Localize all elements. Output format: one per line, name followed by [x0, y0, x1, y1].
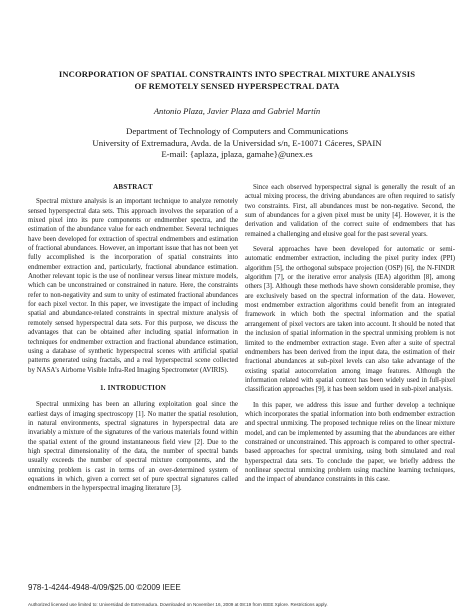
body-paragraph: Since each observed hyperspectral signal is generally the result of an actual mixing process, the driving abundances are often required to satisfy two constraints. First, all abundances must be non-negative. Second, the sum of abundances for a given pixel must be unity [4]. However, it is the derivation and validation of the correct suite of endmembers that has remained a challenging and elusive goal for the past several years.: [245, 184, 455, 238]
affiliation-address: University of Extremadura, Avda. de la Universidad s/n, E-10071 Cáceres, SPAIN: [92, 137, 382, 148]
affiliation-block: [20, 126, 454, 161]
affiliation-email: E-mail: {aplaza, jplaza, gamahe}@unex.es: [161, 149, 313, 159]
affiliation-department: Department of Technology of Computers and Communications: [125, 126, 349, 136]
body-paragraph: Several approaches have been developed for automatic or semi-automatic endmember extraction, including the pixel purity index (PPI) algorithm [5], the orthogonal subspace projection (OSP) [6], the N-FINDR algorithm [7], or the iterative error analysis (IEA) algorithm [8], among others [3]. Although these methods have shown considerable promise, they are exclusively based on the spectral information of the data. However, most endmember extraction algorithms could benefit from an integrated framework in which both the spectral information and the spatial arrangement of pixel vectors are taken into account. It should be noted that the inclusion of spatial information in the spectral unmixing problem is not limited to the endmember extraction stage. Even after a suite of spectral endmembers has been derived from the input data, the estimation of their fractional abundances at sub-pixel levels can also take advantage of the existing spatial autocorrelation among image features. Although the information related with spatial context has been widely used in full-pixel classification approaches [9], it has been seldom used in sub-pixel analysis.: [245, 246, 455, 394]
abstract-paragraph: Spectral mixture analysis is an important technique to analyze remotely sensed hyperspectral data sets. This approach involves the separation of a mixed pixel into its pure components or endmember spectra, and the estimation of the abundance value for each endmember. Several techniques have been developed for extraction of spectral endmembers and estimation of fractional abundances. However, an important issue that has not been yet fully accomplished is the incorporation of spatial constraints into endmember extraction and, particularly, fractional abundance estimation. Another relevant topic is the use of nonlinear versus linear mixture models, which can be unconstrained or constrained in nature. Here, the constraints refer to non-negativity and sum to unity of estimated fractional abundances for each pixel vector. In this paper, we investigate the impact of including spatial and abundance-related constraints in spectral mixture analysis of remotely sensed hyperspectral data sets. For this purpose, we discuss the advantages that can be obtained after including spatial information in techniques for endmember extraction and fractional abundance estimation, using a database of synthetic hyperspectral scenes with artificial spatial patterns generated using fractals, and a real hyperspectral scene collected by NASA's Airborne Visible Infra-Red Imaging Spectrometer (AVIRIS).: [28, 198, 238, 374]
title-line-2: OF REMOTELY SENSED HYPERSPECTRAL DATA: [134, 81, 340, 91]
body-paragraph: In this paper, we address this issue and further develop a technique which incorporates the spatial information into both endmember extraction and spectral unmixing. The proposed technique relies on the linear mixture model, and can be implemented by assuming that the abundances are either constrained or unconstrained. This approach is compared to other spectral-based approaches for spectral unmixing, using both simulated and real hyperspectral data sets. To conclude the paper, we briefly address the nonlinear spectral unmixing problem using machine learning techniques, and the impact of abundance constraints in this case.: [245, 401, 455, 484]
title-line-1: INCORPORATION OF SPATIAL CONSTRAINTS INTO SPECTRAL MIXTURE ANALYSIS: [58, 69, 416, 79]
footer-license-notice: Authorized licensed use limited to: Universidad de Extremadura. Downloaded on November 16, 2009 at 08:19 from IEEE Xplore. Restrictions apply.: [28, 602, 328, 607]
footer-isbn: 978-1-4244-4948-4/09/$25.00 ©2009 IEEE: [28, 583, 181, 592]
author-list: Antonio Plaza, Javier Plaza and Gabriel Martín: [153, 106, 321, 116]
introduction-paragraph: Spectral unmixing has been an alluring exploitation goal since the earliest days of imaging spectroscopy [1]. No matter the spatial resolution, in natural environments, spectral signatures in hyperspectral data are invariably a mixture of the signatures of the various materials found within the spatial extent of the ground instantaneous field view [2]. Due to the high spectral dimensionality of the data, the number of spectral bands usually exceeds the number of spectral mixture components, and the unmixing problem is cast in terms of an over-determined system of equations in which, given a correct set of pure spectral signatures called endmembers in the hyperspectral imaging literature [3].: [28, 401, 238, 493]
right-column: [245, 183, 455, 491]
paper-title: [20, 68, 454, 92]
abstract-heading: ABSTRACT: [113, 183, 153, 191]
left-column: [28, 183, 238, 500]
introduction-heading: 1. INTRODUCTION: [99, 383, 166, 392]
